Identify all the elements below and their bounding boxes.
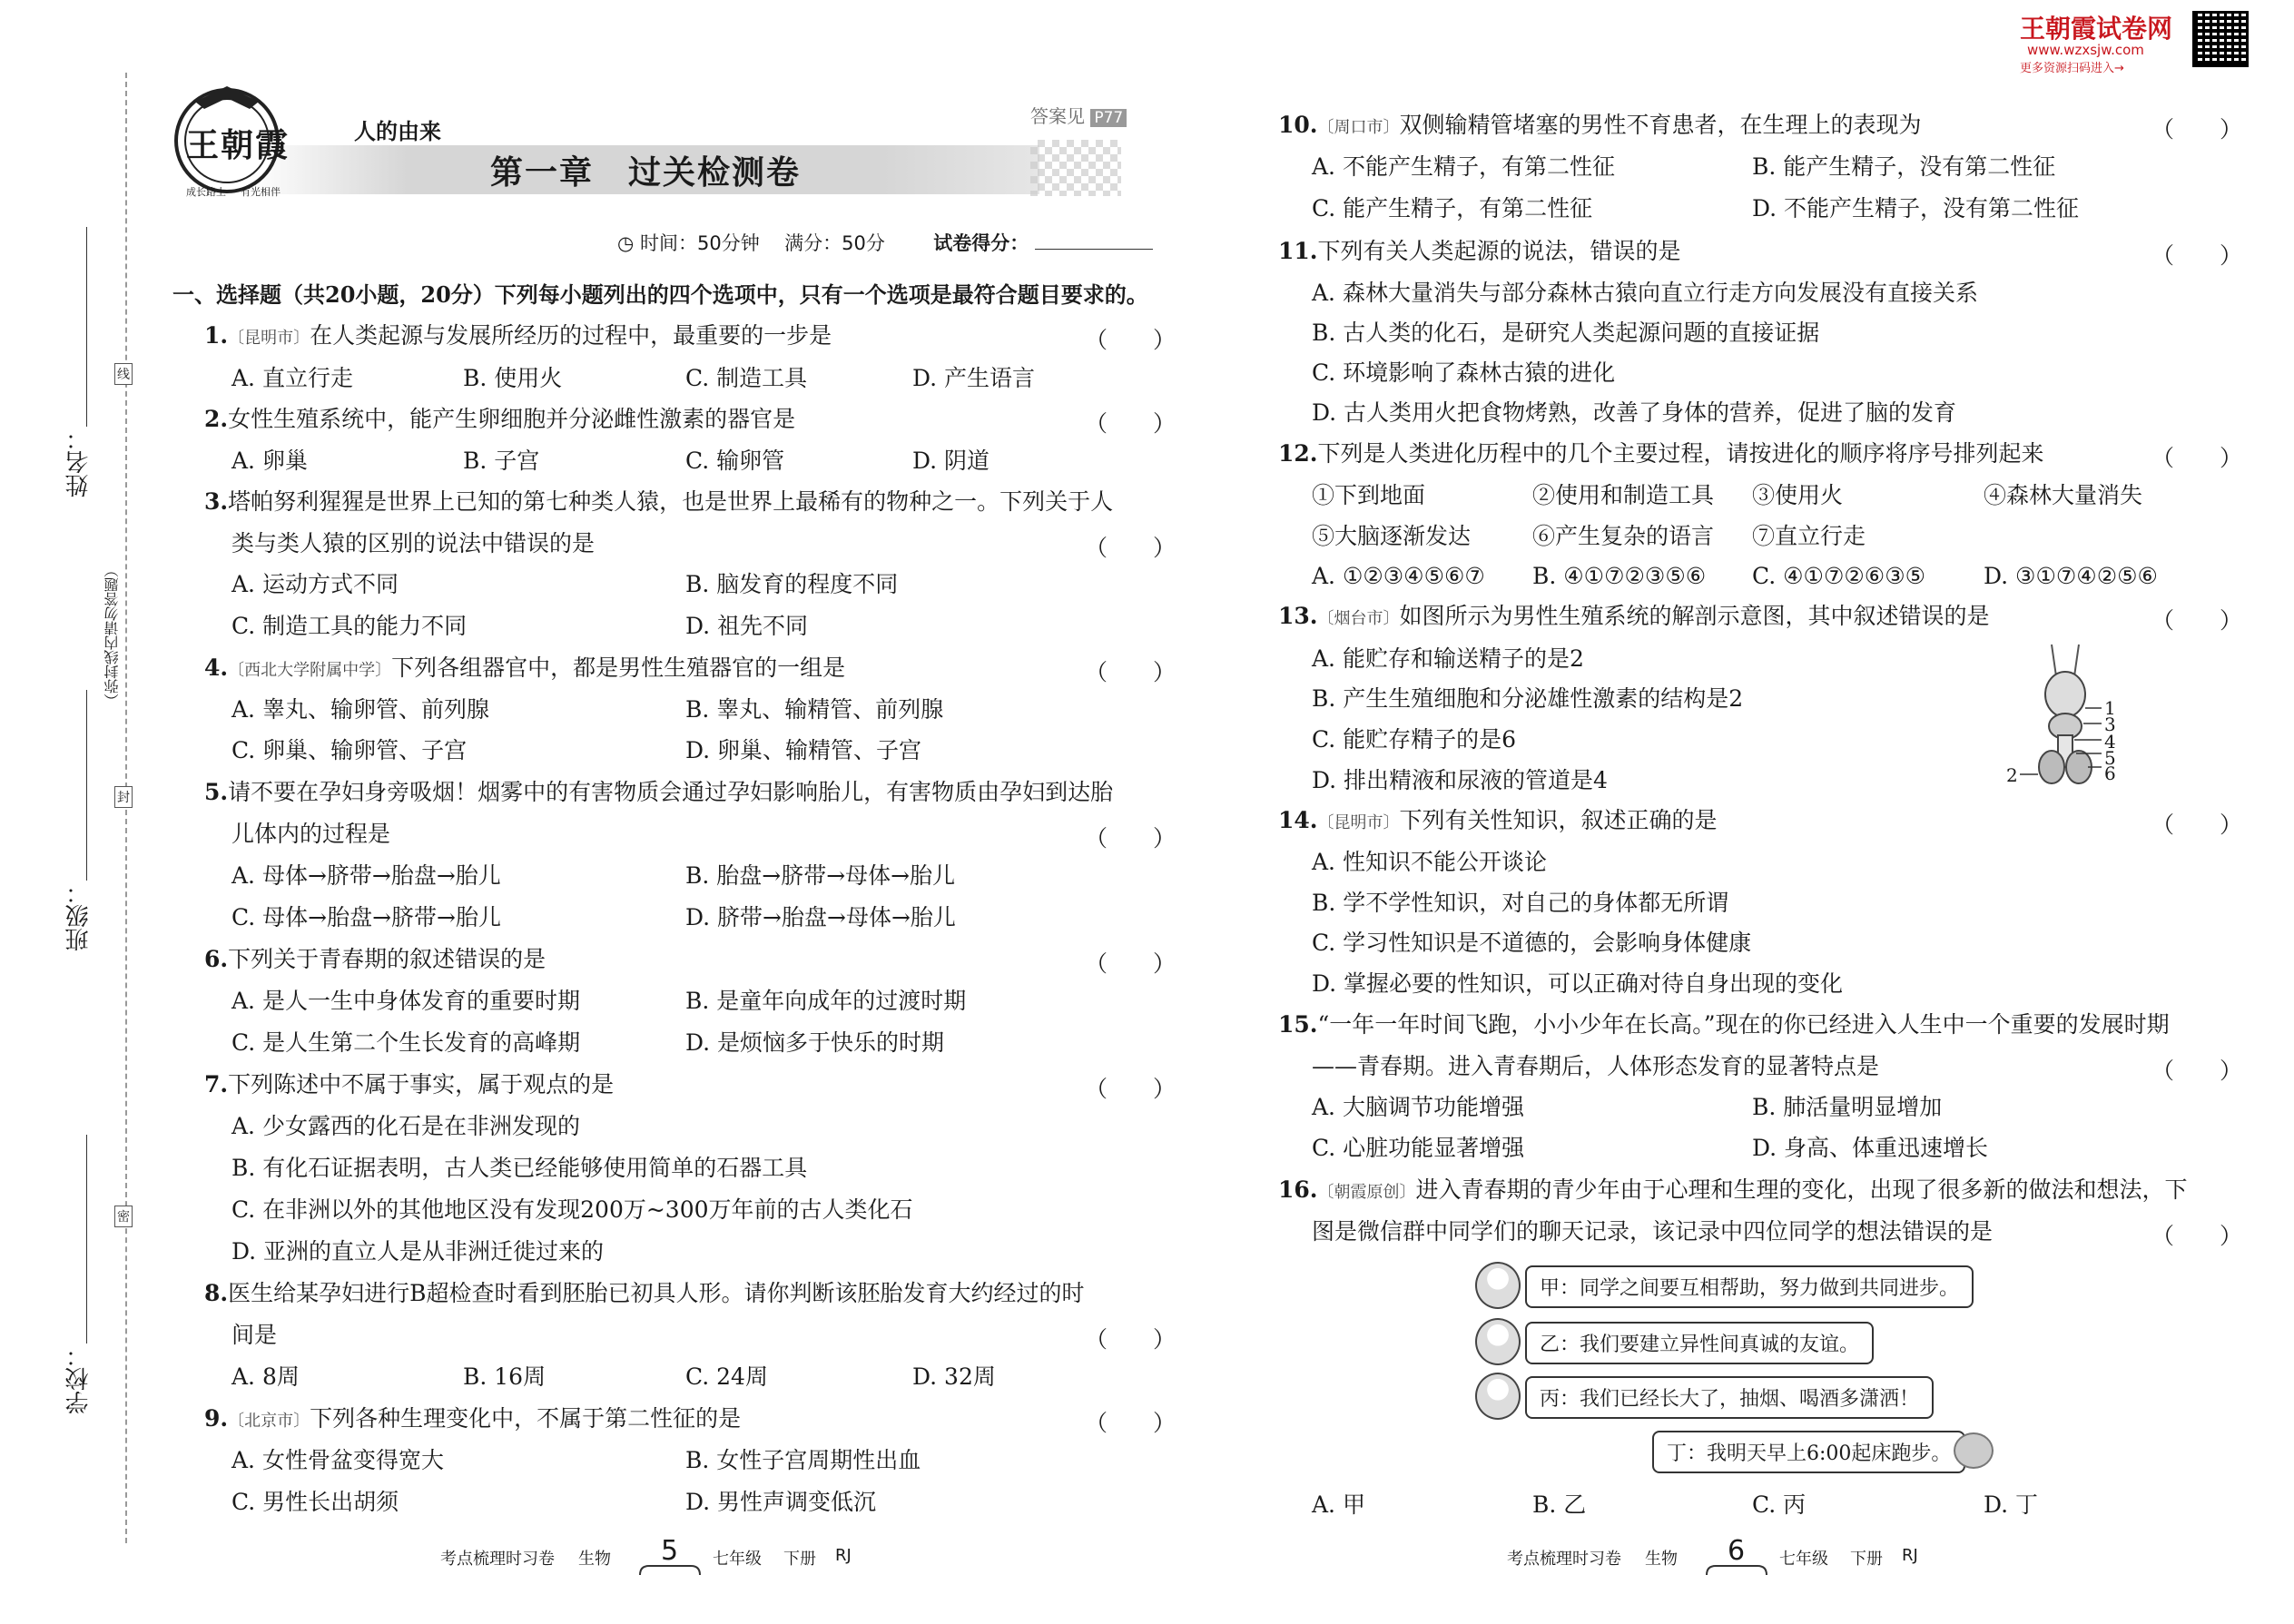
question-15: 15.“一年一年时间飞跑，小小少年在长高。”现在的你已经进入人生中一个重要的发展时期 <box>1278 1011 2170 1038</box>
q5-option-b[interactable]: B. 胎盘→脐带→母体→胎儿 <box>685 862 956 889</box>
question-5-line2: 儿体内的过程是 <box>231 821 391 847</box>
q9-option-c[interactable]: C. 男性长出胡须 <box>231 1489 399 1515</box>
q12-item-1: ①下到地面 <box>1312 482 1426 508</box>
class-label: 班级： <box>65 881 93 951</box>
q12-option-d[interactable]: D. ③①⑦④②⑤⑥ <box>1984 563 2158 589</box>
q12-option-b[interactable]: B. ④①⑦②③⑤⑥ <box>1532 563 1707 589</box>
question-10: 10.〔周口市〕双侧输精管堵塞的男性不育患者，在生理上的表现为 <box>1278 112 1922 138</box>
question-9: 9.〔北京市〕下列各种生理变化中，不属于第二性征的是 <box>204 1405 742 1432</box>
q5-option-a[interactable]: A. 母体→脐带→胎盘→胎儿 <box>231 862 501 889</box>
site-more: 更多资源扫码进入→ <box>2020 62 2124 75</box>
answer-blank-2[interactable]: （ ） <box>1085 410 1177 437</box>
chat-message-jia: 甲：同学之间要互相帮助，努力做到共同进步。 <box>1525 1265 1974 1308</box>
question-8: 8.医生给某孕妇进行B超检查时看到胚胎已初具人形。请你判断该胚胎发育大约经过的时 <box>204 1280 1085 1306</box>
class-field[interactable] <box>86 690 87 881</box>
seal-mark-secret: 密 <box>114 1206 133 1227</box>
diagram-label-6: 6 <box>2104 763 2116 784</box>
q14-option-d[interactable]: D. 掌握必要的性知识，可以正确对待自身出现的变化 <box>1312 970 1844 997</box>
avatar-girl-2 <box>1475 1318 1521 1365</box>
q4-option-c[interactable]: C. 卵巢、输卵管、子宫 <box>231 737 468 763</box>
q7-option-b[interactable]: B. 有化石证据表明，古人类已经能够使用简单的石器工具 <box>231 1155 808 1181</box>
answer-blank-1[interactable]: （ ） <box>1085 327 1177 353</box>
q3-option-c[interactable]: C. 制造工具的能力不同 <box>231 613 468 639</box>
question-4: 4.〔西北大学附属中学〕下列各组器官中，都是男性生殖器官的一组是 <box>204 655 846 681</box>
footer-term: 下册 <box>1850 1550 1883 1569</box>
page-title: 第一章 过关检测卷 <box>490 154 802 192</box>
chat-message-bing: 丙：我们已经长大了，抽烟、喝酒多潇洒！ <box>1525 1376 1934 1419</box>
footer-edition: RJ <box>1902 1546 1918 1565</box>
q4-option-b[interactable]: B. 睾丸、输精管、前列腺 <box>685 696 944 723</box>
q16-option-a[interactable]: A. 甲 <box>1312 1491 1365 1518</box>
q15-option-b[interactable]: B. 肺活量明显增加 <box>1752 1094 1943 1120</box>
qr-code-icon <box>2192 11 2249 67</box>
q11-option-c[interactable]: C. 环境影响了森林古猿的进化 <box>1312 359 1616 386</box>
brand-slogan-1: 成长路上 <box>186 186 226 198</box>
page-number: 5 <box>661 1535 679 1567</box>
score-label: 试卷得分： <box>933 232 1029 254</box>
q12-item-3: ③使用火 <box>1752 482 1844 508</box>
question-2: 2.女性生殖系统中，能产生卵细胞并分泌雌性激素的器官是 <box>204 406 796 432</box>
question-11: 11.下列有关人类起源的说法，错误的是 <box>1278 238 1681 264</box>
question-13: 13.〔烟台市〕如图所示为男性生殖系统的解剖示意图，其中叙述错误的是 <box>1278 603 1990 629</box>
q6-option-a[interactable]: A. 是人一生中身体发育的重要时期 <box>231 988 580 1014</box>
name-field[interactable] <box>86 227 87 427</box>
q2-option-a[interactable]: A. 卵巢 <box>231 448 308 474</box>
answer-ref-prefix: 答案见 <box>1030 105 1085 127</box>
q5-option-c[interactable]: C. 母体→胎盘→脐带→胎儿 <box>231 904 501 930</box>
clock-icon: ◷ <box>617 232 635 254</box>
answer-blank-11[interactable]: （ ） <box>2151 242 2243 269</box>
question-14: 14.〔昆明市〕下列有关性知识，叙述正确的是 <box>1278 807 1718 833</box>
header-banner <box>159 82 1144 200</box>
q4-option-d[interactable]: D. 卵巢、输精管、子宫 <box>685 737 922 763</box>
footer-term: 下册 <box>783 1550 816 1569</box>
q14-option-c[interactable]: C. 学习性知识是不道德的，会影响身体健康 <box>1312 930 1752 956</box>
answer-blank-3[interactable]: （ ） <box>1085 535 1177 561</box>
answer-blank-10[interactable]: （ ） <box>2151 116 2243 143</box>
q16-option-b[interactable]: B. 乙 <box>1532 1491 1587 1518</box>
site-url: www.wzxsjw.com <box>2027 42 2144 58</box>
answer-blank-15[interactable]: （ ） <box>2151 1058 2243 1084</box>
question-12: 12.下列是人类进化历程中的几个主要过程，请按进化的顺序将序号排列起来 <box>1278 440 2044 467</box>
avatar-girl-1 <box>1475 1262 1521 1309</box>
footer-book: 考点梳理时习卷 <box>440 1550 555 1569</box>
chat-message-ding: 丁：我明天早上6:00起床跑步。 <box>1652 1431 1965 1473</box>
q13-option-d[interactable]: D. 排出精液和尿液的管道是4 <box>1312 767 1608 793</box>
q1-option-d[interactable]: D. 产生语言 <box>912 365 1036 391</box>
right-footer <box>1507 1537 1943 1582</box>
q1-option-b[interactable]: B. 使用火 <box>463 365 563 391</box>
q5-option-d[interactable]: D. 脐带→胎盘→母体→胎儿 <box>685 904 956 930</box>
seal-mark-line: 线 <box>114 363 133 385</box>
brand-slogan-2: 有光相伴 <box>241 186 281 198</box>
question-6: 6.下列关于青春期的叙述错误的是 <box>204 946 546 972</box>
checker-pattern <box>1030 140 1121 196</box>
q11-option-a[interactable]: A. 森林大量消失与部分森林古猿向直立行走方向发展没有直接关系 <box>1312 280 1978 306</box>
diagram-label-5: 5 <box>2104 747 2116 769</box>
q10-option-a[interactable]: A. 不能产生精子，有第二性征 <box>1312 153 1615 180</box>
q10-option-d[interactable]: D. 不能产生精子，没有第二性征 <box>1752 195 2080 221</box>
q12-item-2: ②使用和制造工具 <box>1532 482 1715 508</box>
page-number: 6 <box>1728 1535 1746 1567</box>
q9-option-a[interactable]: A. 女性骨盆变得宽大 <box>231 1447 444 1473</box>
q12-item-6: ⑥产生复杂的语言 <box>1532 523 1715 549</box>
unit-name: 人的由来 <box>354 118 441 144</box>
q4-option-a[interactable]: A. 睾丸、输卵管、前列腺 <box>231 696 489 723</box>
q16-option-c[interactable]: C. 丙 <box>1752 1491 1807 1518</box>
q8-option-c[interactable]: C. 24周 <box>685 1363 768 1390</box>
time-limit: 时间：50分钟 <box>640 232 760 254</box>
footer-grade: 七年级 <box>713 1550 762 1569</box>
q10-option-c[interactable]: C. 能产生精子，有第二性征 <box>1312 195 1593 221</box>
site-name: 王朝霞试卷网 <box>2020 14 2173 44</box>
answer-blank-9[interactable]: （ ） <box>1085 1410 1177 1436</box>
q11-option-b[interactable]: B. 古人类的化石，是研究人类起源问题的直接证据 <box>1312 320 1820 346</box>
binding-margin <box>0 0 154 1624</box>
q15-option-a[interactable]: A. 大脑调节功能增强 <box>1312 1094 1524 1120</box>
seal-mark-seal: 封 <box>114 786 133 808</box>
site-badge[interactable] <box>2020 9 2292 74</box>
q10-option-b[interactable]: B. 能产生精子，没有第二性征 <box>1752 153 2056 180</box>
name-label: 姓名： <box>65 427 93 497</box>
q2-option-d[interactable]: D. 阴道 <box>912 448 990 474</box>
question-8-line2: 间是 <box>231 1322 278 1348</box>
q8-option-d[interactable]: D. 32周 <box>912 1363 996 1390</box>
answer-blank-5[interactable]: （ ） <box>1085 825 1177 851</box>
answer-ref-page: P77 <box>1090 109 1127 127</box>
q9-option-d[interactable]: D. 男性声调变低沉 <box>685 1489 877 1515</box>
q13-option-a[interactable]: A. 能贮存和输送精子的是2 <box>1312 645 1584 672</box>
q7-option-d[interactable]: D. 亚洲的直立人是从非洲迁徙过来的 <box>231 1238 605 1265</box>
q12-item-4: ④森林大量消失 <box>1984 482 2143 508</box>
score-field[interactable] <box>1035 249 1153 250</box>
answer-blank-12[interactable]: （ ） <box>2151 445 2243 471</box>
q6-option-d[interactable]: D. 是烦恼多于快乐的时期 <box>685 1029 945 1056</box>
q14-option-a[interactable]: A. 性知识不能公开谈论 <box>1312 849 1547 875</box>
footer-subject: 生物 <box>1645 1550 1678 1569</box>
seal-note: （弥封线内请勿答题） <box>103 563 121 708</box>
question-15-line2: ——青春期。进入青春期后，人体形态发育的显著特点是 <box>1312 1053 1880 1079</box>
q11-option-d[interactable]: D. 古人类用火把食物烤熟，改善了身体的营养，促进了脑的发育 <box>1312 399 1957 426</box>
q1-option-c[interactable]: C. 制造工具 <box>685 365 808 391</box>
answer-blank-14[interactable]: （ ） <box>2151 812 2243 838</box>
diagram-label-3: 3 <box>2104 714 2116 735</box>
q12-item-5: ⑤大脑逐渐发达 <box>1312 523 1472 549</box>
q12-item-7: ⑦直立行走 <box>1752 523 1866 549</box>
answer-blank-8[interactable]: （ ） <box>1085 1326 1177 1353</box>
binding-dashed-line <box>125 73 127 1543</box>
brand-name: 王朝霞 <box>186 126 290 164</box>
q1-option-a[interactable]: A. 直立行走 <box>231 365 353 391</box>
footer-grade: 七年级 <box>1779 1550 1828 1569</box>
exam-info <box>617 229 1153 256</box>
answer-ref <box>1030 102 1127 128</box>
q15-option-d[interactable]: D. 身高、体重迅速增长 <box>1752 1135 1989 1161</box>
q13-option-c[interactable]: C. 能贮存精子的是6 <box>1312 726 1517 753</box>
question-5: 5.请不要在孕妇身旁吸烟！烟雾中的有害物质会通过孕妇影响胎儿，有害物质由孕妇到达胎 <box>204 779 1114 805</box>
answer-blank-4[interactable]: （ ） <box>1085 659 1177 685</box>
q16-option-d[interactable]: D. 丁 <box>1984 1491 2039 1518</box>
chat-message-yi: 乙：我们要建立异性间真诚的友谊。 <box>1525 1322 1874 1364</box>
q6-option-b[interactable]: B. 是童年向成年的过渡时期 <box>685 988 967 1014</box>
left-footer <box>440 1537 876 1582</box>
q2-option-b[interactable]: B. 子宫 <box>463 448 540 474</box>
footer-subject: 生物 <box>578 1550 611 1569</box>
q2-option-c[interactable]: C. 输卵管 <box>685 448 785 474</box>
answer-blank-7[interactable]: （ ） <box>1085 1076 1177 1102</box>
answer-blank-6[interactable]: （ ） <box>1085 950 1177 977</box>
q12-option-a[interactable]: A. ①②③④⑤⑥⑦ <box>1312 563 1485 589</box>
diagram-label-4: 4 <box>2104 731 2116 753</box>
question-3-line2: 类与类人猿的区别的说法中错误的是 <box>231 530 596 556</box>
question-3: 3.塔帕努利猩猩是世界上已知的第七种类人猿，也是世界上最稀有的物种之一。下列关于人 <box>204 488 1114 515</box>
q7-option-a[interactable]: A. 少女露西的化石是在非洲发现的 <box>231 1113 580 1139</box>
question-16: 16.〔朝霞原创〕进入青春期的青少年由于心理和生理的变化，出现了很多新的做法和想法，下 <box>1278 1176 2188 1203</box>
footer-edition: RJ <box>835 1546 852 1565</box>
q3-option-a[interactable]: A. 运动方式不同 <box>231 571 399 597</box>
question-1: 1.〔昆明市〕在人类起源与发展所经历的过程中，最重要的一步是 <box>204 322 832 349</box>
school-label: 学校： <box>65 1343 93 1414</box>
q8-option-a[interactable]: A. 8周 <box>231 1363 300 1390</box>
question-16-line2: 图是微信群中同学们的聊天记录，该记录中四位同学的想法错误的是 <box>1312 1218 1994 1245</box>
full-score: 满分：50分 <box>784 232 885 254</box>
q15-option-c[interactable]: C. 心脏功能显著增强 <box>1312 1135 1525 1161</box>
q9-option-b[interactable]: B. 女性子宫周期性出血 <box>685 1447 921 1473</box>
q7-option-c[interactable]: C. 在非洲以外的其他地区没有发现200万~300万年前的古人类化石 <box>231 1196 913 1223</box>
q3-option-d[interactable]: D. 祖先不同 <box>685 613 809 639</box>
answer-blank-13[interactable]: （ ） <box>2151 607 2243 634</box>
q13-option-b[interactable]: B. 产生生殖细胞和分泌雄性激素的结构是2 <box>1312 685 1744 712</box>
diagram-label-1: 1 <box>2104 697 2116 719</box>
question-7: 7.下列陈述中不属于事实，属于观点的是 <box>204 1071 615 1097</box>
q8-option-b[interactable]: B. 16周 <box>463 1363 546 1390</box>
school-field[interactable] <box>86 1135 87 1343</box>
q14-option-b[interactable]: B. 学不学性知识，对自己的身体都无所谓 <box>1312 890 1729 916</box>
section-1-heading: 一、选择题（共20小题，20分）下列每小题列出的四个选项中，只有一个选项是最符合题目要求的。 <box>172 281 1148 308</box>
avatar-boy <box>1475 1373 1521 1420</box>
diagram-label-2: 2 <box>2006 764 2018 786</box>
q3-option-b[interactable]: B. 脑发育的程度不同 <box>685 571 899 597</box>
q12-option-c[interactable]: C. ④①⑦②⑥③⑤ <box>1752 563 1926 589</box>
wechat-icon <box>1954 1432 1994 1469</box>
footer-book: 考点梳理时习卷 <box>1507 1550 1621 1569</box>
answer-blank-16[interactable]: （ ） <box>2151 1223 2243 1249</box>
q6-option-c[interactable]: C. 是人生第二个生长发育的高峰期 <box>231 1029 581 1056</box>
